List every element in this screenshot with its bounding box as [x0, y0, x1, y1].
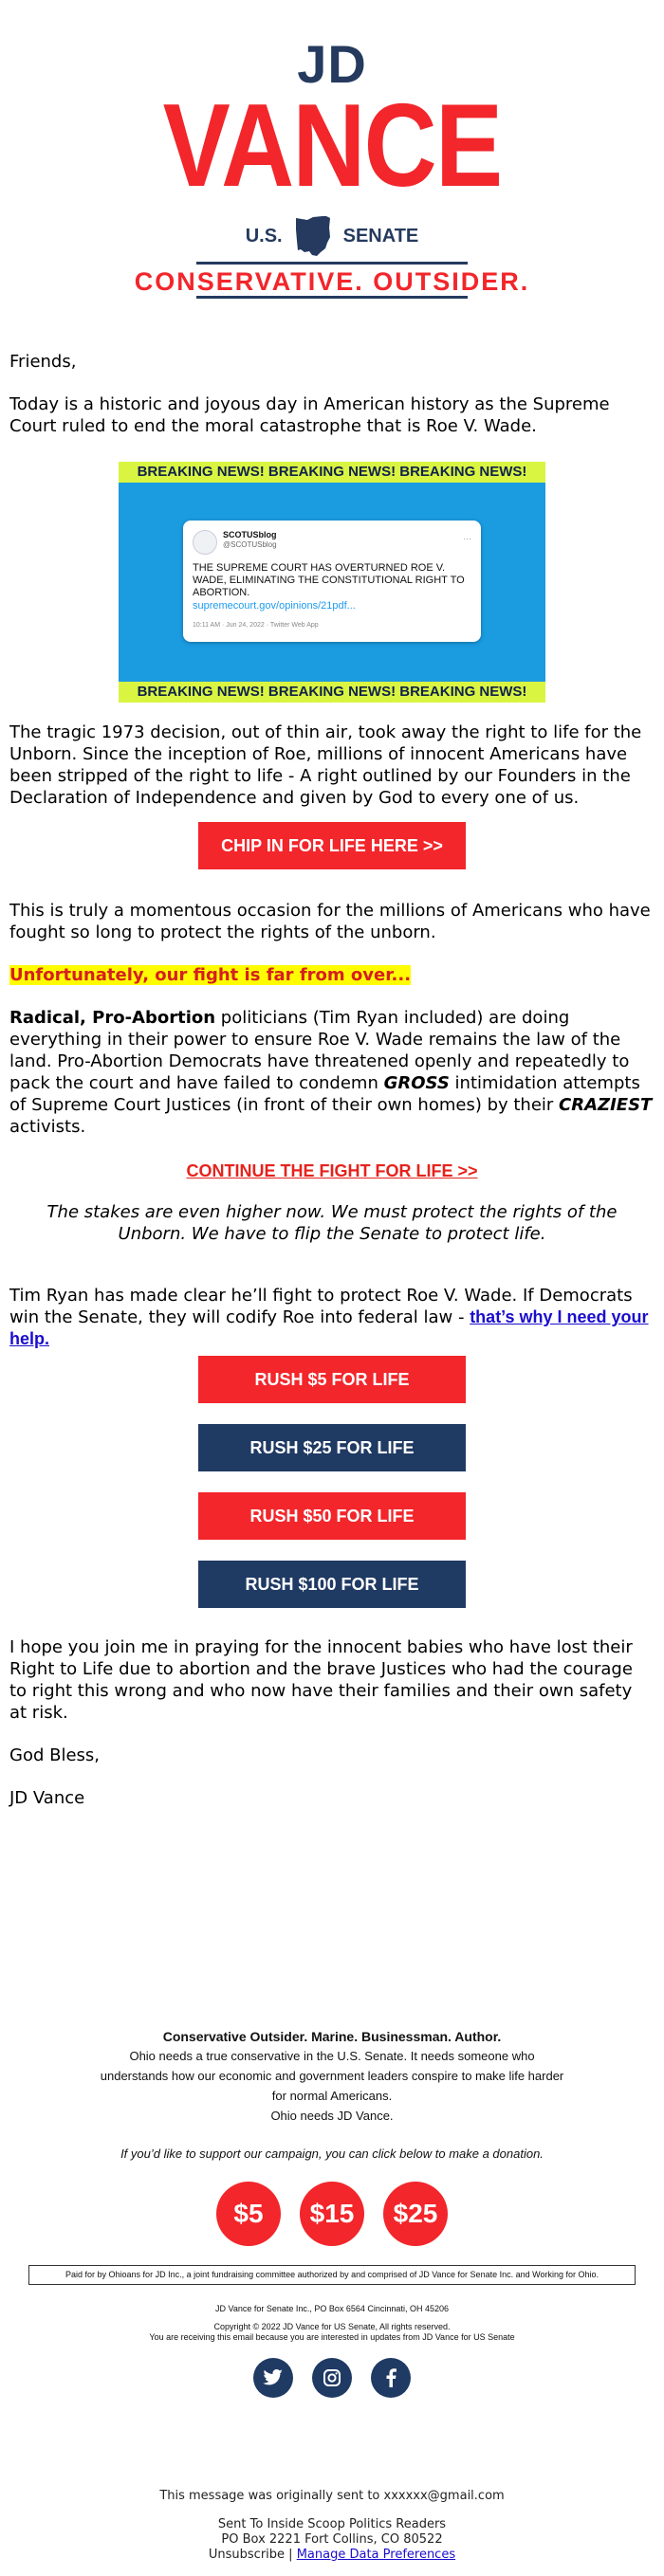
- chip-in-button[interactable]: CHIP IN FOR LIFE HERE >>: [198, 822, 466, 869]
- radical-gross: GROSS: [383, 1073, 450, 1093]
- logo-jd: JD: [297, 34, 367, 94]
- donate-prompt: If you’d like to support our campaign, you can click below to make a donation.: [120, 2147, 544, 2161]
- rush-5-button[interactable]: RUSH $5 FOR LIFE: [198, 1356, 466, 1403]
- logo-tagline: CONSERVATIVE. OUTSIDER.: [134, 267, 530, 296]
- link-separator: |: [285, 2548, 297, 2562]
- news-band-top: BREAKING NEWS! BREAKING NEWS! BREAKING NEWS!: [119, 462, 545, 483]
- bottom-notice: [0, 2489, 664, 2563]
- roe-1973-paragraph: The tragic 1973 decision, out of thin air, took away the right to life for the Unborn. Since the inception of Roe, millions of innocent Americans have been stripped of the right to life - A right outlined by our Founders in the Declaration of Independence and given by God to every one of us.: [9, 722, 642, 808]
- intro-paragraph: Today is a historic and joyous day in American history as the Supreme Court ruled to end the moral catastrophe that is Roe V. Wade.: [9, 394, 610, 436]
- rush-25-button[interactable]: RUSH $25 FOR LIFE: [198, 1424, 466, 1471]
- receiving-notice: You are receiving this email because you are interested in updates from JD Vance for US Senate: [149, 2332, 515, 2342]
- campaign-logo: [0, 0, 664, 313]
- tim-ryan-paragraph: [0, 1285, 664, 1350]
- tweet-link: supremecourt.gov/opinions/21pdf...: [193, 600, 356, 612]
- logo-rule-bottom: [196, 296, 468, 299]
- donate-5-button[interactable]: $5: [216, 2182, 281, 2246]
- fight-not-over: [0, 964, 664, 986]
- logo-office: [0, 214, 664, 258]
- tweet-name: SCOTUSblog: [223, 530, 277, 539]
- momentous-paragraph: This is truly a momentous occasion for the millions of Americans who have fought so long to protect the rights of the unborn.: [9, 901, 651, 942]
- closing: God Bless,: [9, 1745, 101, 1765]
- more-icon: ···: [463, 534, 471, 543]
- continue-fight-link[interactable]: CONTINUE THE FIGHT FOR LIFE >>: [186, 1161, 478, 1180]
- radical-bold: Radical, Pro-Abortion: [9, 1008, 216, 1028]
- social-links: [0, 2358, 664, 2398]
- twitter-icon[interactable]: [253, 2358, 293, 2398]
- facebook-icon[interactable]: [371, 2358, 411, 2398]
- footer-address: JD Vance for Senate Inc., PO Box 6564 Cincinnati, OH 45206: [215, 2304, 449, 2313]
- logo-rule-top: [196, 262, 468, 265]
- logo-senate: SENATE: [342, 225, 419, 247]
- tweet-meta: 10:11 AM · Jun 24, 2022 · Twitter Web App: [193, 622, 319, 629]
- scotusblog-avatar: [193, 530, 217, 555]
- logo-us: U.S.: [245, 225, 283, 247]
- tweet-card: [183, 521, 481, 642]
- tweet-text: THE SUPREME COURT HAS OVERTURNED ROE V. WADE, ELIMINATING THE CONSTITUTIONAL RIGHT TO ABORTION.: [193, 562, 465, 598]
- signature: JD Vance: [9, 1788, 85, 1808]
- manage-preferences-link[interactable]: Manage Data Preferences: [296, 2548, 456, 2562]
- news-band-bottom: BREAKING NEWS! BREAKING NEWS! BREAKING NEWS!: [119, 682, 545, 703]
- rush-50-button[interactable]: RUSH $50 FOR LIFE: [198, 1492, 466, 1540]
- footer-heading: Conservative Outsider. Marine. Businessman. Author.: [162, 2029, 502, 2044]
- preference-links: [0, 2548, 664, 2563]
- footer-line1: Ohio needs a true conservative in the U.S. Senate. It needs someone who understands how our economic and government leaders conspire to make life harder for normal Americans.: [100, 2049, 564, 2103]
- ryan-text: Tim Ryan has made clear he’ll fight to protect Roe V. Wade. If Democrats win the Senate, they will codify Roe into federal law -: [9, 1286, 633, 1327]
- unsubscribe-link[interactable]: Unsubscribe: [208, 2548, 286, 2562]
- greeting: Friends,: [9, 352, 77, 372]
- radical-craziest: CRAZIEST: [559, 1095, 653, 1115]
- donate-15-button[interactable]: $15: [300, 2182, 364, 2246]
- breaking-news-image[interactable]: [119, 462, 545, 703]
- sent-to-readers: Sent To Inside Scoop Politics Readers: [217, 2517, 447, 2531]
- help-link[interactable]: that’s why I need your help.: [9, 1307, 649, 1348]
- tweet-handle: @SCOTUSblog: [223, 540, 277, 549]
- prayer-paragraph: I hope you join me in praying for the innocent babies who have lost their Right to Life due to abortion and the brave Justices who had the courage to right this wrong and who now have their families and their own safety at risk.: [9, 1637, 633, 1723]
- stakes-paragraph: The stakes are even higher now. We must protect the rights of the Unborn. We have to flip the Senate to protect life.: [46, 1202, 618, 1244]
- sent-to-email: This message was originally sent to xxxxxx@gmail.com: [159, 2489, 505, 2503]
- radical-paragraph: [0, 1007, 664, 1138]
- donate-25-button[interactable]: $25: [383, 2182, 448, 2246]
- donation-amounts: [0, 2182, 664, 2246]
- po-box: PO Box 2221 Fort Collins, CO 80522: [221, 2532, 443, 2547]
- instagram-icon[interactable]: [312, 2358, 352, 2398]
- copyright: Copyright © 2022 JD Vance for US Senate, All rights reserved.: [213, 2322, 451, 2331]
- footer: [0, 2027, 664, 2398]
- radical-text-2: intimidation attempts of Supreme Court Justices (in front of their own homes) by their: [9, 1073, 640, 1115]
- radical-text-3: activists.: [9, 1117, 86, 1137]
- rush-100-button[interactable]: RUSH $100 FOR LIFE: [198, 1561, 466, 1608]
- radical-text-1: politicians (Tim Ryan included) are doing everything in their power to ensure Roe V. Wade remains the law of the land. Pro-Abortion Democrats have threatened openly and repeatedly to pack the court and have failed to condemn: [9, 1008, 630, 1093]
- footer-line2: Ohio needs JD Vance.: [270, 2109, 394, 2123]
- highlight-text: Unfortunately, our fight is far from over...: [9, 965, 412, 985]
- logo-vance: VANCE: [162, 81, 502, 211]
- ohio-state-icon: [294, 214, 332, 258]
- paid-for-disclaimer: Paid for by Ohioans for JD Inc., a joint fundraising committee authorized by and comprised of JD Vance for Senate Inc. and Working for Ohio.: [28, 2265, 636, 2285]
